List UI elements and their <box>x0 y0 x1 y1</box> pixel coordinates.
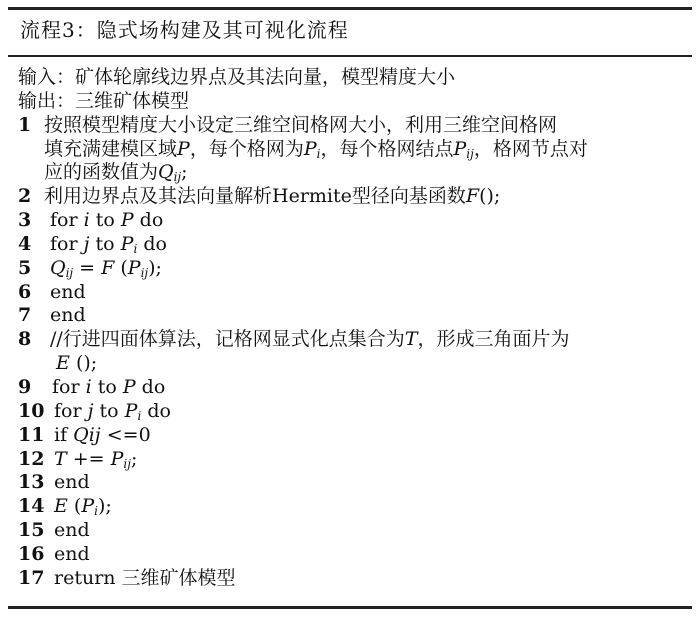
step-number: 5 <box>18 256 32 279</box>
step-text: for i to P do <box>50 209 164 232</box>
step-number: 2 <box>18 185 32 208</box>
step-number: 10 <box>18 399 45 422</box>
step-9 <box>18 376 690 400</box>
step-text: for i to P do <box>52 375 166 398</box>
step-number: 9 <box>18 375 32 398</box>
step-text: E $(P_i)$; <box>54 495 112 519</box>
step-14 <box>18 495 690 519</box>
step-text: //行进四面体算法，记格网显式化点集合为T，形成三角面片为 E (); <box>50 328 570 375</box>
step-7 <box>18 304 690 328</box>
step-text: 利用边界点及其法向量解析Hermite型径向基函数F(); <box>44 185 501 208</box>
header-rule <box>8 55 692 57</box>
step-text: end <box>54 519 90 542</box>
step-10 <box>18 400 690 424</box>
output-line: 输出：三维矿体模型 <box>18 89 190 112</box>
step-12 <box>18 448 690 472</box>
step-4 <box>18 233 690 257</box>
bottom-rule <box>8 606 692 609</box>
step-5 <box>18 257 690 281</box>
step-text: if Qij <=0 <box>54 423 151 446</box>
step-6 <box>18 281 690 305</box>
step-text: $Q_{ij} = F$ $(P_{ij})$; <box>50 256 162 280</box>
step-number: 1 <box>18 113 32 136</box>
algorithm-body <box>18 66 690 591</box>
step-text: return 三维矿体模型 <box>54 566 236 589</box>
step-3 <box>18 209 690 233</box>
algorithm-title: 流程3：隐式场构建及其可视化流程 <box>20 18 349 42</box>
step-13 <box>18 471 690 495</box>
step-15 <box>18 519 690 543</box>
step-2 <box>18 185 690 209</box>
step-number: 17 <box>18 566 45 589</box>
step-11 <box>18 424 690 448</box>
step-number: 15 <box>18 519 45 542</box>
step-number: 8 <box>18 328 32 351</box>
step-text: for j to $P_i$ do <box>54 399 171 423</box>
step-17 <box>18 567 690 591</box>
step-number: 7 <box>18 304 32 327</box>
top-rule <box>8 7 692 10</box>
step-number: 12 <box>18 447 45 470</box>
step-number: 14 <box>18 495 45 518</box>
step-text: for j to $P_i$ do <box>50 232 167 256</box>
step-text: end <box>50 280 86 303</box>
step-number: 13 <box>18 471 45 494</box>
step-number: 3 <box>18 209 32 232</box>
step-text: end <box>50 304 86 327</box>
step-number: 6 <box>18 280 32 303</box>
step-text: $T += P_{ij}$; <box>54 447 138 471</box>
step-8 <box>18 328 690 376</box>
input-line: 输入：矿体轮廓线边界点及其法向量，模型精度大小 <box>18 66 456 88</box>
step-number: 4 <box>18 232 32 255</box>
step-number: 16 <box>18 542 45 565</box>
step-text: end <box>54 471 90 494</box>
step-1 <box>18 114 690 186</box>
step-16 <box>18 543 690 567</box>
step-text: 按照模型精度大小设定三维空间格网大小，利用三维空间格网 填充满建模区域P，每个格网为$P_i$，每个格网结点$P_{ij}$，格网节点对 应的函数值为$Q_{ij}$; <box>44 113 588 185</box>
step-number: 11 <box>18 423 45 446</box>
step-text: end <box>54 542 90 565</box>
